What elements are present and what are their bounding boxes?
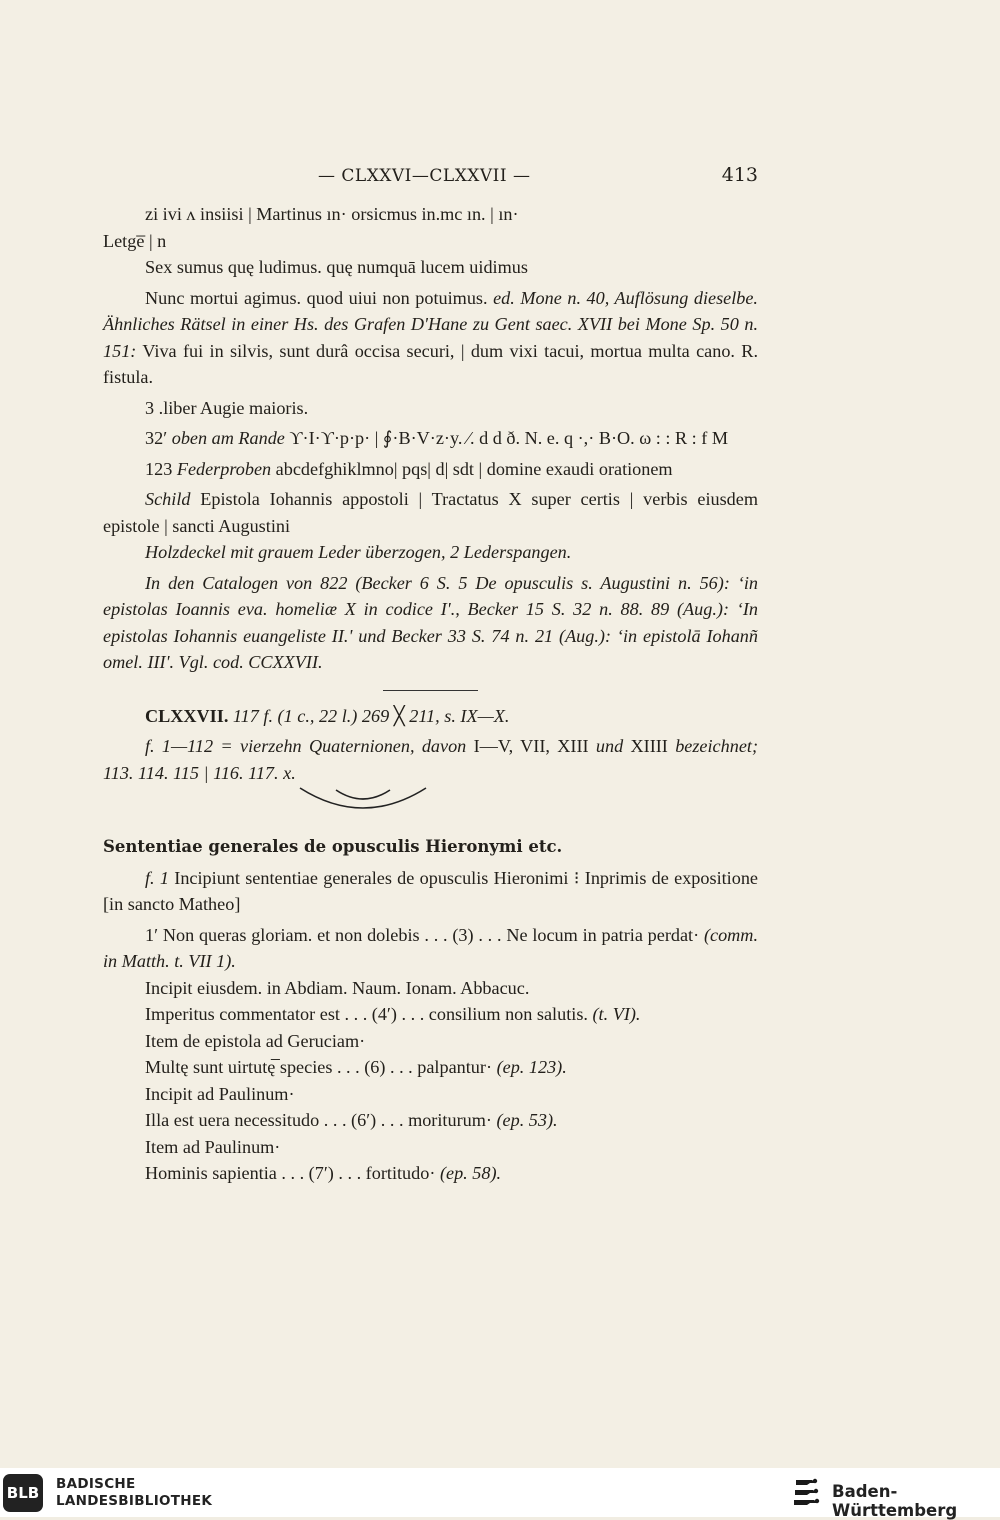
text-line: Item ad Paulinum· [145,1136,281,1157]
paragraph: 123 Federproben abcdefghiklmno| pqs| d| sdt | domine exaudi orationem [145,458,673,479]
page-number: 413 [721,164,758,186]
paragraph: Nunc mortui agimus. quod uiui non potuimus. ed. Mone n. 40, Auflösung dieselbe. Ähnliches Rätsel in einer Hs. des Grafen D'Hane zu Gent saec. XVII bei Mone Sp. 50 n. 151: Viva fui in silvis, sunt durâ occisa securi, | dum vixi tacui, mortua multa cano. R. fistula. [103,287,758,387]
text-line: Illa est uera necessitudo . . . (6′) . . . moriturum· (ep. 53). [145,1110,558,1130]
page-text [103,201,758,1187]
text-line: Sex sumus quę ludimus. quę numquā lucem uidimus [145,257,528,277]
section-title: Sententiae generales de opusculis Hieronymi etc. [103,837,563,856]
text-line: Item de epistola ad Geruciam· [145,1030,366,1051]
library-name[interactable] [56,1476,212,1510]
page-header [103,162,758,192]
paragraph: 1′ Non queras gloriam. et non dolebis . . . (3) . . . Ne locum in patria perdat· (comm. in Matth. t. VII 1). [103,924,758,971]
section-divider [383,690,478,691]
state-name[interactable]: Baden-Württemberg [832,1482,958,1520]
running-head: — CLXXVI—CLXXVII — [318,166,531,186]
blb-logo-badge[interactable]: BLB [3,1474,43,1512]
paragraph: 32′ oben am Rande ϒ·I·ϒ·p·p· | ∮·B·V·z·y. ⁄. d d ð. N. e. q ·,· B·O. ω : : R : f M [145,428,729,448]
paragraph: Schild Epistola Iohannis appostoli | Tractatus X super certis | verbis eiusdem epistole | sancti Augustini [103,489,758,536]
footer-bar [0,1468,1000,1520]
paragraph: f. 1—112 = vierzehn Quaternionen, davon I—V, VII, XIII und XIIII bezeichnet; 113. 114. 115 | 116. 117. x. [103,736,758,783]
text-line: Hominis sapientia . . . (7′) . . . fortitudo· (ep. 58). [145,1163,502,1183]
paragraph: 3 .liber Augie maioris. [145,397,309,418]
text-line: Multę sunt uirtutę̅ species . . . (6) . . . palpantur· (ep. 123). [145,1057,567,1077]
paragraph: f. 1 Incipiunt sententiae generales de opusculis Hieronimi ⁝ Inprimis de expositione [in sancto Matheo] [103,867,758,914]
text-line: Imperitus commentator est . . . (4′) . . . consilium non salutis. (t. VI). [145,1004,641,1024]
text-line: Letge̅ | n [103,230,167,251]
paragraph: Holzdeckel mit grauem Leder überzogen, 2 Lederspangen. [145,542,572,562]
paragraph: In den Catalogen von 822 (Becker 6 S. 5 De opusculis s. Augustini n. 56): ʻin epistolas Ioannis eva. homeliæ X in codice I'., Becker 15 S. 32 n. 88. 89 (Aug.): ʻIn epistolas Iohannis euangeliste II.' und Becker 33 S. 74 n. 21 (Aug.): ʻin epistolā Iohanñ omel. III'. Vgl. cod. CCXXVII. [103,572,758,672]
text-line: zi ivi ʌ insiisi | Martinus ın· orsicmus in.mc ın. | ın· [145,204,519,224]
baden-wuerttemberg-lions-icon [790,1476,824,1510]
text-line: Incipit eiusdem. in Abdiam. Naum. Ionam. Abbacuc. [145,977,530,998]
codex-heading: CLXXVII. 117 f. (1 c., 22 l.) 269 ╳ 211, s. IX—X. [145,705,510,726]
library-name-line2: LANDESBIBLIOTHEK [56,1493,213,1509]
text-line: Incipit ad Paulinum· [145,1083,295,1104]
library-name-line1: BADISCHE [56,1476,136,1492]
quire-bracket-marks [298,786,428,818]
